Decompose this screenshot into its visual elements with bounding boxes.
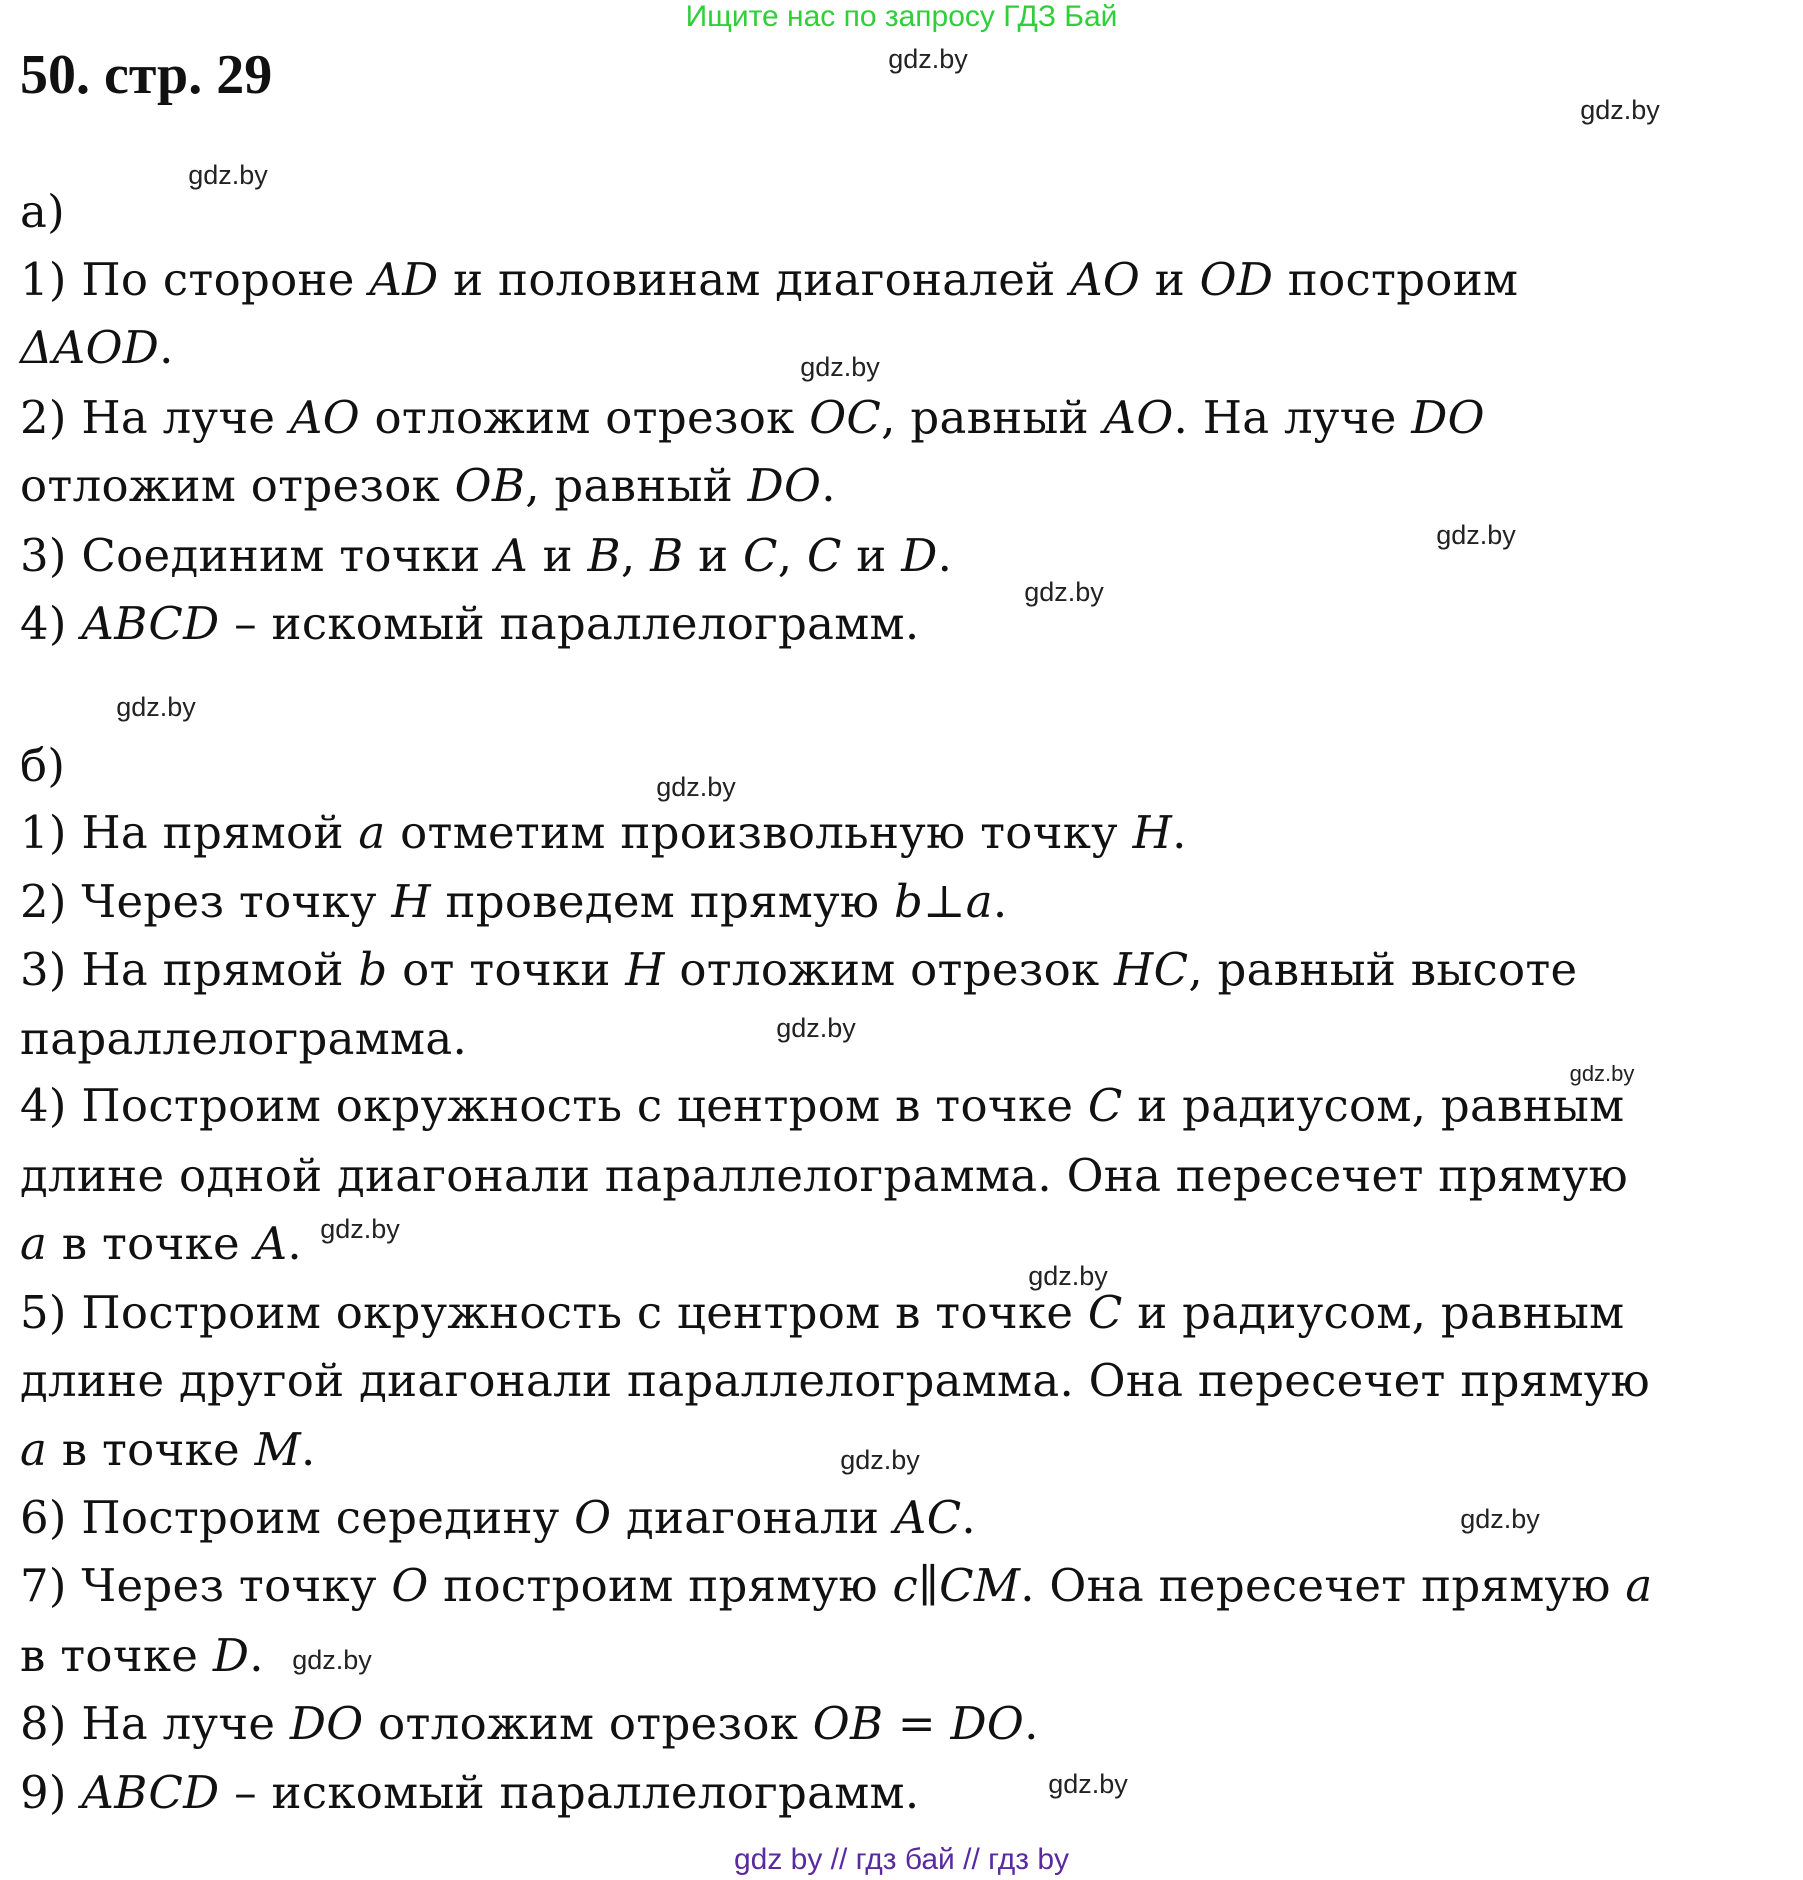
text-segment: . xyxy=(300,1423,316,1476)
text-line xyxy=(20,1694,1039,1754)
math-symbol: OB xyxy=(812,1697,884,1750)
watermark-text: gdz.by xyxy=(840,1445,920,1475)
text-segment: 2) Через точку xyxy=(20,875,392,928)
math-symbol: OD xyxy=(1199,253,1274,306)
text-segment: . xyxy=(287,1217,303,1270)
text-line xyxy=(20,1556,1653,1616)
text-segment: в точке xyxy=(47,1217,255,1270)
text-segment: , xyxy=(777,529,807,582)
text-segment: . xyxy=(249,1629,264,1682)
text-line xyxy=(20,1626,264,1686)
text-line xyxy=(20,250,1518,310)
text-segment: 1) На прямой xyxy=(20,806,359,859)
text-segment: . xyxy=(937,529,953,582)
math-symbol: H xyxy=(391,875,431,928)
math-symbol: ABCD xyxy=(81,1766,220,1819)
text-segment: . xyxy=(821,459,836,512)
text-segment: . xyxy=(961,1491,977,1544)
watermark-text: gdz.by xyxy=(1028,1261,1108,1291)
math-symbol: B xyxy=(650,529,684,582)
text-segment: отложим отрезок xyxy=(363,1697,813,1750)
text-line xyxy=(20,1283,1624,1343)
math-symbol: C xyxy=(1087,1079,1123,1132)
text-segment: = xyxy=(883,1697,951,1750)
math-symbol: AO xyxy=(1070,253,1141,306)
text-segment: б) xyxy=(20,739,66,792)
text-segment: 7) Через точку xyxy=(20,1559,392,1612)
text-segment: и xyxy=(1140,253,1200,306)
text-segment: 4) xyxy=(20,597,82,650)
text-line xyxy=(20,456,836,516)
text-segment: . xyxy=(1024,1697,1039,1750)
text-line xyxy=(20,1763,919,1823)
watermark-text: gdz.by xyxy=(800,352,880,382)
math-symbol: ABCD xyxy=(81,597,220,650)
math-symbol: B xyxy=(587,529,621,582)
math-symbol: a xyxy=(20,1423,48,1476)
text-segment: и радиусом, равным xyxy=(1122,1079,1625,1132)
text-segment: а) xyxy=(20,185,65,238)
text-segment: отложим отрезок xyxy=(664,943,1115,996)
math-symbol: OC xyxy=(809,391,882,444)
text-segment: длине одной диагонали параллелограмма. Она пересечет прямую xyxy=(20,1149,1628,1202)
text-segment: 1) По стороне xyxy=(20,253,370,306)
text-segment: ⊥ xyxy=(923,875,966,928)
text-segment: в точке xyxy=(20,1629,213,1682)
math-symbol: CM xyxy=(939,1559,1021,1612)
text-segment: параллелограмма. xyxy=(20,1012,468,1065)
text-segment: отложим отрезок xyxy=(20,459,455,512)
watermark-text: gdz.by xyxy=(1024,577,1104,607)
text-segment: построим xyxy=(1273,253,1519,306)
text-line xyxy=(20,1351,1650,1411)
text-line xyxy=(20,1009,467,1069)
text-segment: 3) На прямой xyxy=(20,943,359,996)
math-symbol: D xyxy=(212,1629,250,1682)
text-segment: в точке xyxy=(47,1423,255,1476)
text-segment: – искомый параллелограмм. xyxy=(219,597,920,650)
text-segment: и xyxy=(841,529,902,582)
bottom-banner-link[interactable]: gdz by // гдз бай // гдз by xyxy=(733,1843,1070,1876)
math-symbol: AC xyxy=(893,1491,962,1544)
text-line xyxy=(20,1488,976,1548)
text-line xyxy=(20,526,952,586)
math-symbol: b xyxy=(893,875,924,928)
text-segment: , равный xyxy=(525,459,748,512)
text-segment: длине другой диагонали параллелограмма. Она пересечет прямую xyxy=(20,1354,1651,1407)
watermark-text: gdz.by xyxy=(776,1013,856,1043)
text-segment: проведем прямую xyxy=(430,875,894,928)
text-line xyxy=(20,872,1007,932)
math-symbol: A xyxy=(254,1217,288,1270)
text-line xyxy=(20,1214,302,1274)
text-segment: и xyxy=(528,529,588,582)
math-symbol: a xyxy=(965,875,993,928)
math-symbol: b xyxy=(358,943,388,996)
text-line xyxy=(20,1146,1628,1206)
text-line xyxy=(20,940,1577,1000)
watermark-text: gdz.by xyxy=(116,692,196,722)
text-line xyxy=(20,1420,316,1480)
watermark-text: gdz.by xyxy=(1460,1504,1540,1534)
math-symbol: C xyxy=(1087,1286,1123,1339)
watermark-text: gdz.by xyxy=(1048,1769,1128,1799)
text-segment: и радиусом, равным xyxy=(1122,1286,1625,1339)
math-symbol: AO xyxy=(289,391,360,444)
math-symbol: c xyxy=(892,1559,918,1612)
math-symbol: C xyxy=(806,529,842,582)
math-symbol: C xyxy=(743,529,778,582)
text-segment: . Она пересечет прямую xyxy=(1020,1559,1626,1612)
math-symbol: a xyxy=(20,1217,48,1270)
text-segment: , xyxy=(620,529,651,582)
math-symbol: a xyxy=(1625,1559,1653,1612)
math-symbol: DO xyxy=(950,1697,1025,1750)
math-symbol: HC xyxy=(1114,943,1189,996)
math-symbol: O xyxy=(574,1491,612,1544)
math-symbol: H xyxy=(1132,806,1173,859)
text-segment: 6) Построим середину xyxy=(20,1491,575,1544)
text-line xyxy=(20,182,65,242)
math-symbol: H xyxy=(625,943,665,996)
watermark-text: gdz.by xyxy=(1436,520,1516,550)
math-symbol: OB xyxy=(454,459,526,512)
text-segment: . xyxy=(159,321,174,374)
text-line xyxy=(20,1076,1624,1136)
text-segment: 5) Построим окружность с центром в точке xyxy=(20,1286,1088,1339)
text-line xyxy=(20,318,174,378)
text-segment: ∥ xyxy=(918,1559,940,1612)
text-line xyxy=(20,594,919,654)
text-segment: диагонали xyxy=(611,1491,894,1544)
watermark-text: gdz.by xyxy=(320,1214,400,1244)
text-segment: отметим произвольную точку xyxy=(385,806,1133,859)
text-segment: отложим отрезок xyxy=(359,391,810,444)
text-segment: , равный xyxy=(881,391,1104,444)
text-segment: . xyxy=(992,875,1008,928)
text-segment: от точки xyxy=(387,943,626,996)
text-segment: 4) Построим окружность с центром в точке xyxy=(20,1079,1088,1132)
text-line xyxy=(20,803,1187,863)
text-line xyxy=(20,736,65,796)
math-symbol: DO xyxy=(1411,391,1485,444)
watermark-text: gdz.by xyxy=(656,772,736,802)
math-symbol: O xyxy=(391,1559,429,1612)
math-symbol: AD xyxy=(369,253,439,306)
text-segment: . xyxy=(1172,806,1187,859)
watermark-text: gdz.by xyxy=(1569,1061,1635,1086)
math-symbol: AO xyxy=(1103,391,1174,444)
text-segment: и xyxy=(683,529,744,582)
math-symbol: M xyxy=(254,1423,301,1476)
watermark-text: gdz.by xyxy=(888,44,968,74)
math-symbol: A xyxy=(495,529,529,582)
text-segment: 8) На луче xyxy=(20,1697,290,1750)
text-segment: и половинам диагоналей xyxy=(438,253,1071,306)
page-title: 50. стр. 29 xyxy=(20,44,273,106)
math-symbol: ΔAOD xyxy=(20,321,160,374)
watermark-text: gdz.by xyxy=(188,160,268,190)
math-symbol: DO xyxy=(747,459,822,512)
watermark-text: gdz.by xyxy=(292,1645,372,1675)
math-symbol: a xyxy=(358,806,386,859)
text-segment: построим прямую xyxy=(428,1559,893,1612)
text-segment: 2) На луче xyxy=(20,391,290,444)
text-line xyxy=(20,388,1485,448)
top-banner-link[interactable]: Ищите нас по запросу ГДЗ Бай xyxy=(685,0,1118,33)
math-symbol: D xyxy=(901,529,938,582)
text-segment: – искомый параллелограмм. xyxy=(219,1766,920,1819)
text-segment: . На луче xyxy=(1173,391,1412,444)
math-symbol: DO xyxy=(289,1697,364,1750)
text-segment: 9) xyxy=(20,1766,82,1819)
watermark-text: gdz.by xyxy=(1580,95,1660,125)
text-segment: 3) Соединим точки xyxy=(20,529,496,582)
text-segment: , равный высоте xyxy=(1188,943,1578,996)
